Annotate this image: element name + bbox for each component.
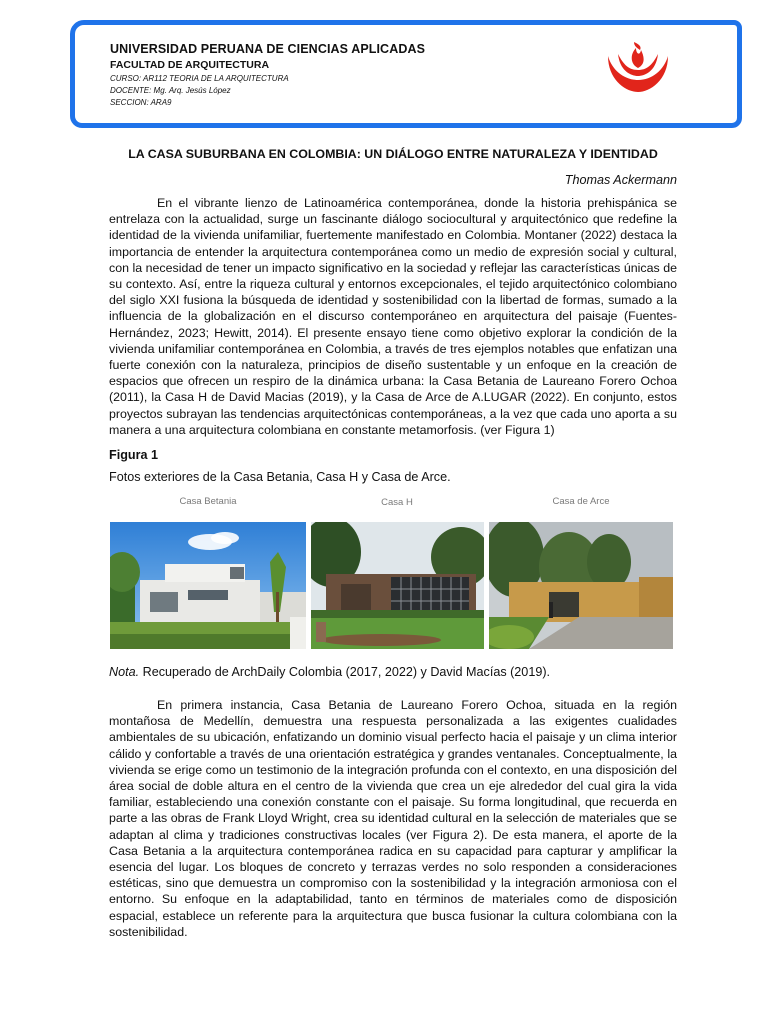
figure-note	[109, 665, 550, 679]
photo-casa-h	[311, 522, 484, 649]
figure-label: Figura 1	[109, 448, 158, 462]
photo-label-casa-de-arce: Casa de Arce	[552, 496, 610, 507]
photo-label-casa-h: Casa H	[381, 497, 413, 508]
section-line: SECCION: ARA9	[110, 98, 172, 107]
faculty-name: FACULTAD DE ARQUITECTURA	[110, 59, 270, 71]
photo-casa-betania	[110, 522, 306, 649]
author-name: Thomas Ackermann	[564, 173, 677, 187]
photo-label-casa-betania: Casa Betania	[179, 496, 237, 507]
paragraph-intro: En el vibrante lienzo de Latinoamérica contemporánea, donde la historia prehispánica se entrelaza con la actualidad, surge un fascinante diálogo sociocultural y arquitectónico que redefine la identidad de la vivienda unifamiliar, fuertemente manifestado en Colombia. Montaner (2022) destaca la importancia de entender la arquitectura contemporánea como un medio de expresión social y cultural, con la necesidad de tener un impacto significativo en la sociedad y reflejar las características únicas de su contexto. Así, entre la riqueza cultural y entornos excepcionales, el tejido arquitectónico colombiano del siglo XXI fusiona la búsqueda de identidad y sostenibilidad con la libertad de formas, sumado a la influencia de la globalización en el discurso contemporáneo en arquitectura del paisaje (Fuentes-Hernández, 2023; Hewitt, 2014). El presente ensayo tiene como objetivo explorar la condición de la vivienda unifamiliar contemporánea en Colombia, a través de tres ejemplos notables que enfatizan una fuerte conexión con la naturaleza, principios de diseño sustentable y un enfoque en la creación de espacios que ofrecen un respiro de la dinámica urbana: la Casa Betania de Laureano Forero Ochoa (2011), la Casa H de David Macias (2019), y la Casa de Arce de A.LUGAR (2022). En conjunto, estos proyectos subrayan las tendencias arquitectónicas contemporáneas, a la vez que cada uno aporta a su manera a una arquitectura colombiana en constante metamorfosis. (ver Figura 1)	[109, 196, 677, 437]
university-name: UNIVERSIDAD PERUANA DE CIENCIAS APLICADAS	[110, 42, 426, 56]
document-title: LA CASA SUBURBANA EN COLOMBIA: UN DIÁLOGO ENTRE NATURALEZA Y IDENTIDAD	[128, 147, 658, 161]
photo-casa-de-arce	[489, 522, 673, 649]
figure-caption: Fotos exteriores de la Casa Betania, Casa H y Casa de Arce.	[109, 470, 451, 484]
teacher-line: DOCENTE: Mg. Arq. Jesús López	[110, 86, 231, 95]
course-line: CURSO: AR112 TEORIA DE LA ARQUITECTURA	[110, 74, 289, 83]
note-label: Nota.	[109, 665, 140, 679]
upc-flame-logo-icon	[604, 40, 672, 94]
paragraph-casa-betania: En primera instancia, Casa Betania de Laureano Forero Ochoa, situada en la región montañosa de Medellín, demuestra una respuesta personalizada a las exigentes cualidades ambientales de su ubicación, enfatizando un dominio visual perfecto hacia el paisaje y un clima interior cálido y confortable a través de una orientación estratégica y grandes ventanales. Conceptualmente, la vivienda se erige como un testimonio de la integración profunda con el contexto, en una disposición del área social de doble altura en el centro de la vivienda que crea un eje alrededor del cual gira la vida familiar, estableciendo una conexión constante con el paisaje. Su forma longitudinal, que recuerda en parte a las obras de Frank Lloyd Wright, crea su identidad cultural en la selección de materiales que se adaptan al clima y tradiciones constructivas locales (ver Figura 2). De esta manera, el aporte de la Casa Betania a la arquitectura contemporánea radica en su capacidad para capturar y amplificar la esencia del lugar. Los bloques de concreto y terrazas verdes no solo responden a consideraciones estéticas, sino que demuestra un compromiso con la sostenibilidad y la integración armoniosa con el entorno. Su enfoque en la adaptabilidad, tanto en términos de materiales como de disposición espacial, establece un referente para la arquitectura que busca fusionar la cultura colombiana con la sostenibilidad.	[109, 698, 677, 939]
note-text: Recuperado de ArchDaily Colombia (2017, 2022) y David Macías (2019).	[139, 665, 551, 679]
